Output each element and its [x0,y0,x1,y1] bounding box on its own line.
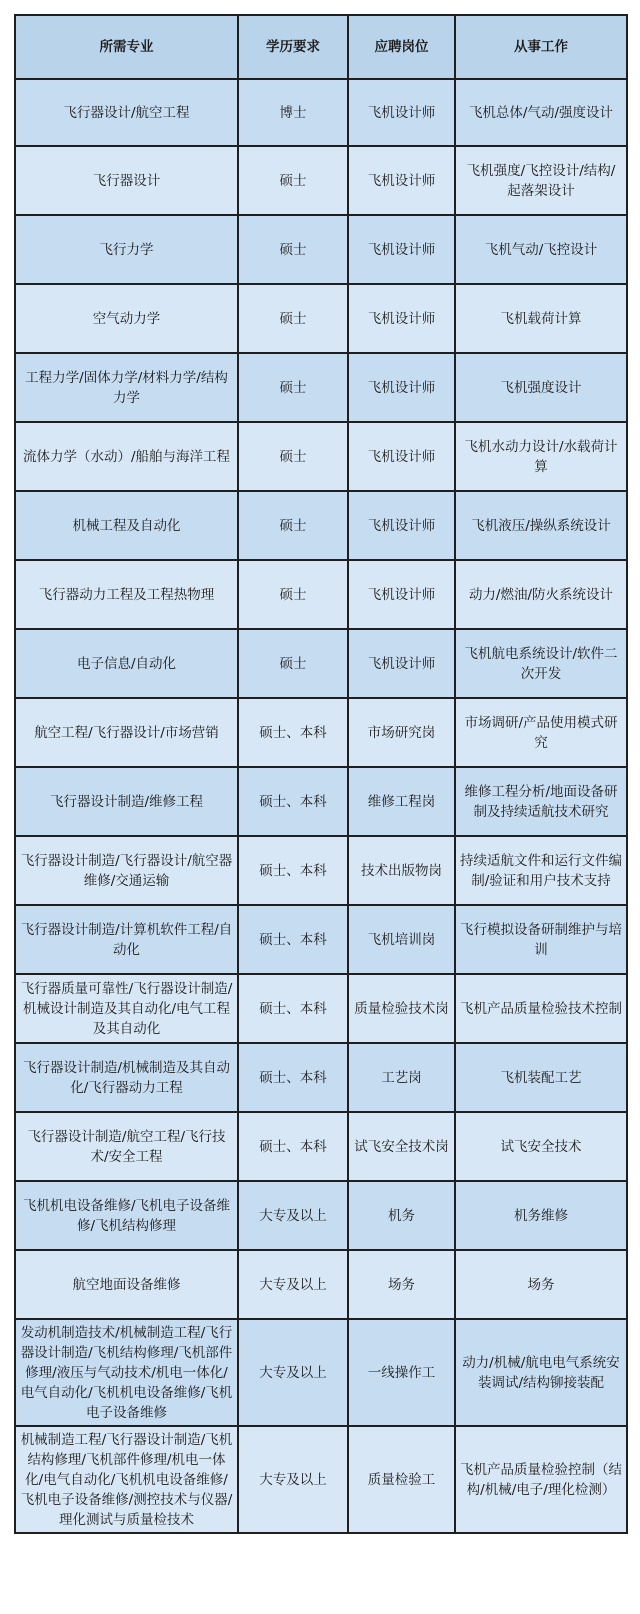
cell-work: 飞机强度/飞控设计/结构/起落架设计 [455,146,627,215]
cell-position: 飞机设计师 [348,353,455,422]
cell-work: 飞机水动力设计/水载荷计算 [455,422,627,491]
table-row [15,1181,627,1250]
table-row [15,353,627,422]
table-row [15,422,627,491]
cell-major: 发动机制造技术/机械制造工程/飞行器设计制造/飞机结构修理/飞机部件修理/液压与气动技术/机电一体化/电气自动化/飞机机电设备维修/飞机电子设备维修 [15,1319,238,1426]
cell-position: 飞机设计师 [348,146,455,215]
cell-major: 机械工程及自动化 [15,491,238,560]
cell-degree: 硕士、本科 [238,767,348,836]
cell-position: 试飞安全技术岗 [348,1112,455,1181]
cell-degree: 硕士 [238,146,348,215]
table-row [15,1112,627,1181]
table-row [15,1319,627,1426]
cell-major: 工程力学/固体力学/材料力学/结构力学 [15,353,238,422]
cell-work: 机务维修 [455,1181,627,1250]
cell-work: 持续适航文件和运行文件编制/验证和用户技术支持 [455,836,627,905]
cell-major: 飞行器设计制造/飞行器设计/航空器维修/交通运输 [15,836,238,905]
cell-position: 质量检验工 [348,1426,455,1533]
cell-major: 机械制造工程/飞行器设计制造/飞机结构修理/飞机部件修理/机电一体化/电气自动化/飞机机电设备维修/飞机电子设备维修/测控技术与仪器/理化测试与质量检技术 [15,1426,238,1533]
table-row [15,491,627,560]
cell-position: 飞机设计师 [348,629,455,698]
cell-work: 飞机产品质量检验技术控制 [455,974,627,1043]
cell-position: 技术出版物岗 [348,836,455,905]
cell-position: 质量检验技术岗 [348,974,455,1043]
cell-work: 飞机液压/操纵系统设计 [455,491,627,560]
table-header-row [15,15,627,79]
cell-position: 飞机设计师 [348,491,455,560]
cell-position: 飞机培训岗 [348,905,455,974]
cell-degree: 硕士、本科 [238,1112,348,1181]
cell-major: 飞行器设计 [15,146,238,215]
cell-position: 飞机设计师 [348,215,455,284]
cell-degree: 博士 [238,79,348,146]
cell-degree: 硕士 [238,284,348,353]
cell-position: 飞机设计师 [348,79,455,146]
table-row [15,79,627,146]
cell-position: 飞机设计师 [348,284,455,353]
table-row [15,1250,627,1319]
cell-work: 场务 [455,1250,627,1319]
cell-degree: 大专及以上 [238,1319,348,1426]
header-position: 应聘岗位 [348,15,455,79]
cell-degree: 硕士、本科 [238,905,348,974]
table-row [15,1426,627,1533]
header-major: 所需专业 [15,15,238,79]
table-row [15,905,627,974]
cell-degree: 硕士 [238,353,348,422]
cell-work: 维修工程分析/地面设备研制及持续适航技术研究 [455,767,627,836]
cell-position: 飞机设计师 [348,560,455,629]
table-row [15,215,627,284]
table-body [15,79,627,1533]
header-degree: 学历要求 [238,15,348,79]
cell-degree: 硕士 [238,422,348,491]
cell-major: 航空工程/飞行器设计/市场营销 [15,698,238,767]
cell-major: 飞行器设计制造/机械制造及其自动化/飞行器动力工程 [15,1043,238,1112]
cell-degree: 硕士 [238,560,348,629]
cell-work: 飞机产品质量检验控制（结构/机械/电子/理化检测） [455,1426,627,1533]
cell-degree: 大专及以上 [238,1426,348,1533]
cell-position: 一线操作工 [348,1319,455,1426]
cell-position: 飞机设计师 [348,422,455,491]
cell-major: 飞行器设计制造/航空工程/飞行技术/安全工程 [15,1112,238,1181]
cell-work: 市场调研/产品使用模式研究 [455,698,627,767]
cell-degree: 硕士 [238,491,348,560]
cell-work: 飞机航电系统设计/软件二次开发 [455,629,627,698]
table-row [15,284,627,353]
cell-position: 场务 [348,1250,455,1319]
cell-degree: 硕士 [238,215,348,284]
cell-work: 动力/机械/航电电气系统安装调试/结构铆接装配 [455,1319,627,1426]
cell-degree: 大专及以上 [238,1250,348,1319]
table-row [15,560,627,629]
cell-work: 飞行模拟设备研制维护与培训 [455,905,627,974]
cell-major: 飞行器动力工程及工程热物理 [15,560,238,629]
cell-work: 飞机装配工艺 [455,1043,627,1112]
cell-major: 飞机机电设备维修/飞机电子设备维修/飞机结构修理 [15,1181,238,1250]
cell-degree: 硕士、本科 [238,1043,348,1112]
cell-major: 飞行器设计制造/维修工程 [15,767,238,836]
cell-degree: 大专及以上 [238,1181,348,1250]
cell-major: 飞行器设计/航空工程 [15,79,238,146]
cell-degree: 硕士、本科 [238,698,348,767]
table-row [15,767,627,836]
table-row [15,698,627,767]
cell-degree: 硕士 [238,629,348,698]
cell-major: 电子信息/自动化 [15,629,238,698]
table-row [15,629,627,698]
cell-work: 试飞安全技术 [455,1112,627,1181]
cell-work: 飞机载荷计算 [455,284,627,353]
cell-major: 飞行器设计制造/计算机软件工程/自动化 [15,905,238,974]
table-row [15,146,627,215]
cell-position: 机务 [348,1181,455,1250]
table-row [15,974,627,1043]
table-row [15,836,627,905]
cell-degree: 硕士、本科 [238,974,348,1043]
cell-work: 飞机气动/飞控设计 [455,215,627,284]
cell-degree: 硕士、本科 [238,836,348,905]
cell-major: 空气动力学 [15,284,238,353]
cell-major: 飞行器质量可靠性/飞行器设计制造/机械设计制造及其自动化/电气工程及其自动化 [15,974,238,1043]
cell-position: 市场研究岗 [348,698,455,767]
cell-work: 动力/燃油/防火系统设计 [455,560,627,629]
cell-position: 工艺岗 [348,1043,455,1112]
cell-major: 航空地面设备维修 [15,1250,238,1319]
cell-major: 流体力学（水动）/船舶与海洋工程 [15,422,238,491]
cell-work: 飞机总体/气动/强度设计 [455,79,627,146]
cell-position: 维修工程岗 [348,767,455,836]
table-row [15,1043,627,1112]
header-work: 从事工作 [455,15,627,79]
recruitment-table [14,14,628,1534]
cell-work: 飞机强度设计 [455,353,627,422]
cell-major: 飞行力学 [15,215,238,284]
recruitment-table-frame [14,14,626,1534]
